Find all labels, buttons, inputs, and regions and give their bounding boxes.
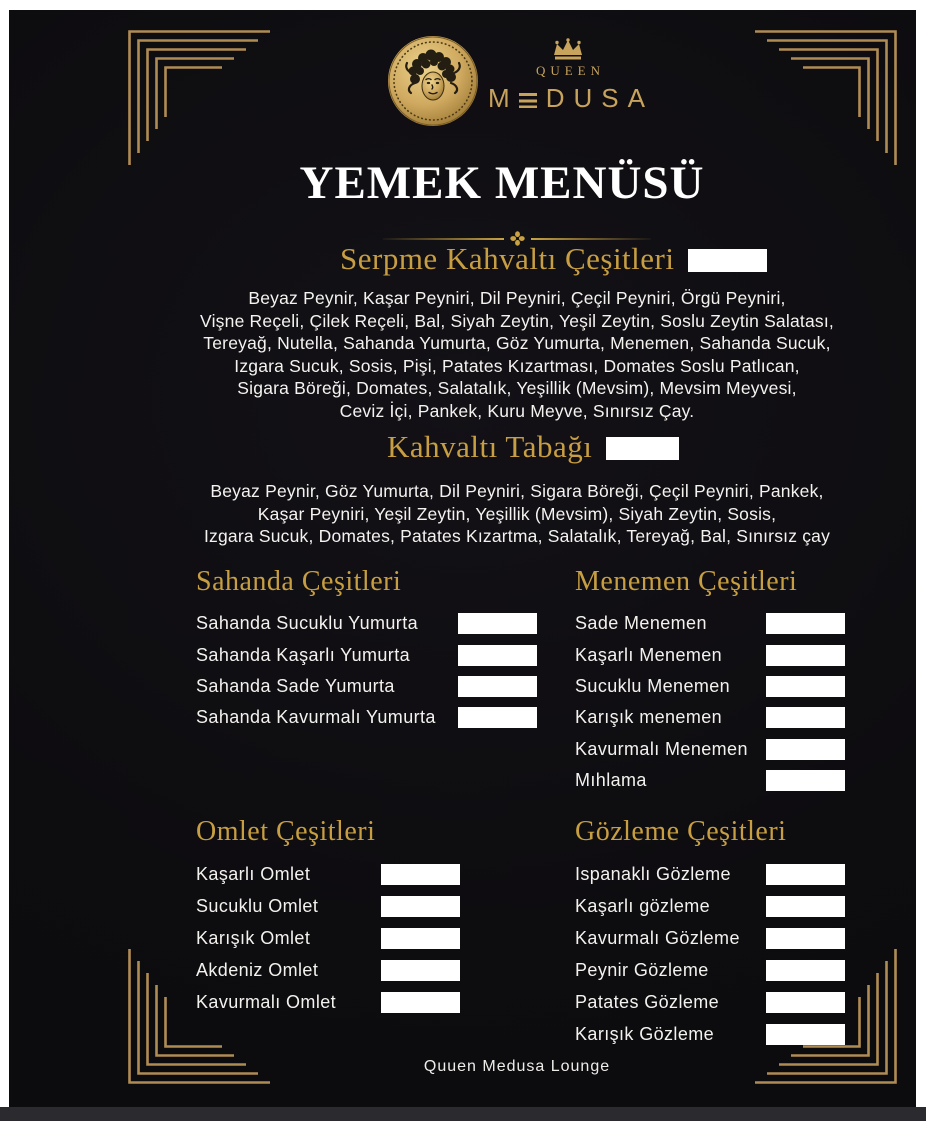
- menu-item-row: [575, 608, 845, 639]
- menu-item-label: Sucuklu Menemen: [575, 675, 731, 696]
- section-heading: Menemen Çeşitleri: [575, 566, 798, 597]
- section-heading: Sahanda Çeşitleri: [196, 566, 402, 597]
- price-redacted-box: [688, 249, 767, 272]
- description-line: Kaşar Peyniri, Yeşil Zeytin, Yeşillik (Mevsim), Siyah Zeytin, Sosis,: [257, 503, 777, 524]
- brand-block: [468, 38, 668, 114]
- menu-item-row: [575, 986, 845, 1018]
- menu-item-label: Sade Menemen: [575, 613, 707, 634]
- menu-item-row: [196, 608, 537, 639]
- menu-item-row: [575, 671, 845, 702]
- corner-ornament-top-left-icon: [128, 30, 270, 165]
- menu-item-label: Kaşarlı Omlet: [196, 863, 311, 884]
- price-redacted-box: [766, 613, 845, 634]
- menu-item-label: Patates Gözleme: [575, 991, 720, 1012]
- section-sahanda: [196, 566, 537, 734]
- menu-item-label: Karışık Omlet: [196, 927, 311, 948]
- price-redacted-box: [766, 1024, 845, 1045]
- description-line: Vişne Reçeli, Çilek Reçeli, Bal, Siyah Zeytin, Yeşil Zeytin, Soslu Zeytin Salatası,: [200, 310, 834, 331]
- menu-item-label: Sahanda Sade Yumurta: [196, 675, 395, 696]
- menu-item-label: Sucuklu Omlet: [196, 895, 319, 916]
- menu-item-label: Akdeniz Omlet: [196, 959, 319, 980]
- medusa-e-bars-icon: [519, 93, 537, 108]
- menu-item-row: [196, 954, 460, 986]
- price-redacted-box: [381, 864, 460, 885]
- divider-line: [531, 238, 652, 240]
- price-redacted-box: [766, 645, 845, 666]
- description-line: Beyaz Peynir, Göz Yumurta, Dil Peyniri, Sigara Böreği, Çeçil Peyniri, Pankek,: [210, 481, 824, 501]
- menu-item-row: [575, 922, 845, 954]
- price-redacted-box: [766, 928, 845, 949]
- section-items: [196, 858, 460, 1018]
- crown-icon: [468, 38, 668, 62]
- menu-item-row: [575, 954, 845, 986]
- price-redacted-box: [766, 864, 845, 885]
- menu-item-row: [575, 858, 845, 890]
- menu-item-label: Karışık Gözleme: [575, 1023, 715, 1044]
- menu-item-label: Sahanda Kavurmalı Yumurta: [196, 707, 436, 728]
- price-redacted-box: [606, 437, 679, 460]
- menu-item-label: Karışık menemen: [575, 707, 723, 728]
- menu-item-row: [196, 702, 537, 733]
- menu-item-row: [196, 986, 460, 1018]
- menu-item-row: [575, 765, 845, 796]
- menu-item-label: Kavurmalı Omlet: [196, 991, 337, 1012]
- price-redacted-box: [766, 992, 845, 1013]
- serpme-description: [200, 287, 834, 422]
- section-gozleme: [575, 816, 845, 1050]
- corner-ornament-top-right-icon: [755, 30, 897, 165]
- description-line: Sigara Böreği, Domates, Salatalık, Yeşillik (Mevsim), Mevsim Meyvesi,: [237, 378, 797, 398]
- serpme-heading: Serpme Kahvaltı Çeşitleri: [340, 241, 675, 276]
- menu-item-label: Sahanda Sucuklu Yumurta: [196, 613, 419, 634]
- section-omlet: [196, 816, 460, 1018]
- price-redacted-box: [458, 613, 537, 634]
- menu-item-row: [575, 702, 845, 733]
- menu-item-row: [575, 734, 845, 765]
- menu-page: [9, 10, 916, 1107]
- description-line: Beyaz Peynir, Kaşar Peyniri, Dil Peyniri, Çeçil Peyniri, Örgü Peyniri,: [248, 288, 786, 308]
- section-items: [575, 858, 845, 1050]
- menu-item-row: [575, 890, 845, 922]
- menu-item-label: Sahanda Kaşarlı Yumurta: [196, 644, 411, 665]
- section-heading: Gözleme Çeşitleri: [575, 816, 787, 847]
- footer-text: Quuen Medusa Lounge: [423, 1058, 611, 1075]
- section-menemen: [575, 566, 845, 796]
- menu-item-label: Peynir Gözleme: [575, 959, 709, 980]
- menu-item-label: Kavurmalı Gözleme: [575, 927, 740, 948]
- tabagi-heading: Kahvaltı Tabağı: [387, 429, 593, 464]
- price-redacted-box: [766, 739, 845, 760]
- brand-medusa-suffix: DUSA: [545, 83, 654, 113]
- menu-item-label: Kaşarlı Menemen: [575, 644, 723, 665]
- price-redacted-box: [381, 992, 460, 1013]
- menu-item-row: [196, 639, 537, 670]
- price-redacted-box: [766, 707, 845, 728]
- price-redacted-box: [381, 960, 460, 981]
- price-redacted-box: [766, 676, 845, 697]
- brand-medusa-prefix: M: [488, 83, 519, 113]
- menu-item-label: Kavurmalı Menemen: [575, 738, 748, 759]
- tabagi-heading-row: [387, 429, 679, 465]
- price-redacted-box: [458, 676, 537, 697]
- price-redacted-box: [381, 896, 460, 917]
- serpme-heading-row: [340, 241, 767, 277]
- description-line: Izgara Sucuk, Sosis, Pişi, Patates Kızartması, Domates Soslu Patlıcan,: [234, 355, 800, 376]
- medusa-coin-icon: [385, 33, 481, 129]
- description-line: Ceviz İçi, Pankek, Kuru Meyve, Sınırsız Çay.: [339, 400, 695, 421]
- price-redacted-box: [766, 896, 845, 917]
- menu-item-row: [196, 890, 460, 922]
- section-heading: Omlet Çeşitleri: [196, 816, 376, 847]
- price-redacted-box: [766, 960, 845, 981]
- brand-queen-label: QUEEN: [535, 63, 606, 78]
- divider-line: [383, 238, 504, 240]
- menu-item-row: [196, 858, 460, 890]
- brand-medusa-label: [468, 83, 668, 114]
- section-items: [575, 608, 845, 796]
- menu-item-label: Kaşarlı gözleme: [575, 895, 711, 916]
- price-redacted-box: [458, 645, 537, 666]
- description-line: Izgara Sucuk, Domates, Patates Kızartma, Salatalık, Tereyağ, Bal, Sınırsız çay: [203, 526, 831, 546]
- menu-item-label: Ispanaklı Gözleme: [575, 863, 731, 884]
- price-redacted-box: [766, 770, 845, 791]
- menu-item-label: Mıhlama: [575, 770, 647, 791]
- menu-item-row: [196, 671, 537, 702]
- tabagi-description: [204, 480, 830, 548]
- menu-item-row: [575, 1018, 845, 1050]
- description-line: Tereyağ, Nutella, Sahanda Yumurta, Göz Yumurta, Menemen, Sahanda Sucuk,: [203, 333, 831, 353]
- page-title: YEMEK MENÜSÜ: [299, 157, 705, 209]
- bottom-edge-strip: [0, 1107, 926, 1121]
- section-items: [196, 608, 537, 734]
- menu-item-row: [196, 922, 460, 954]
- price-redacted-box: [458, 707, 537, 728]
- menu-item-row: [575, 639, 845, 670]
- price-redacted-box: [381, 928, 460, 949]
